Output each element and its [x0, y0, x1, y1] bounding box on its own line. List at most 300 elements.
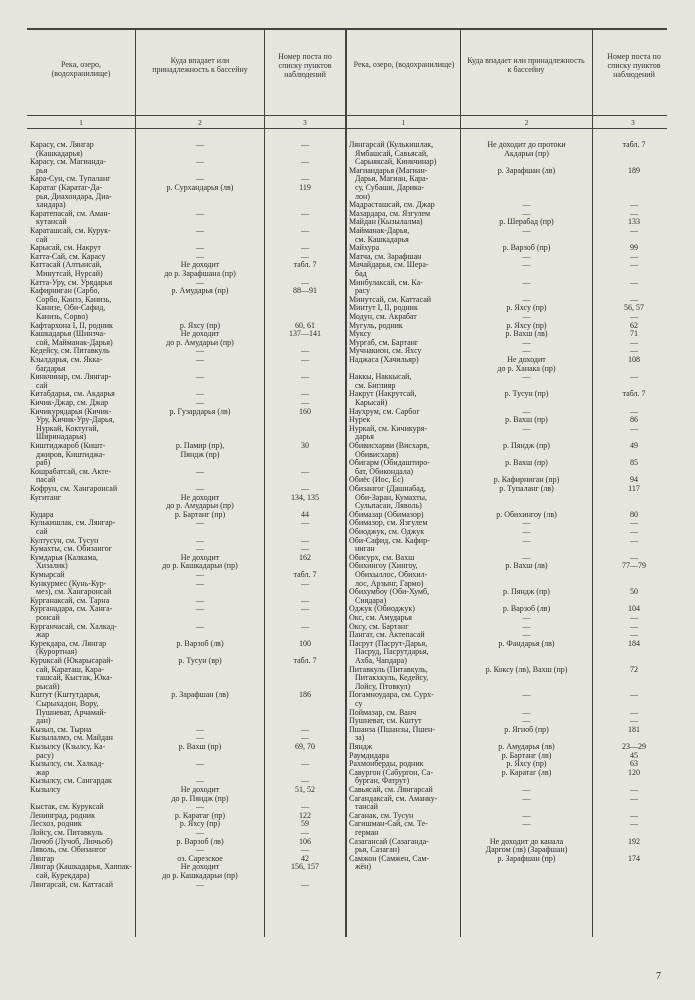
- post-number: [266, 184, 344, 193]
- basin-cell-line: —: [522, 251, 531, 261]
- river-name-line: Оби-Сафид, см. Кафир-: [349, 535, 430, 545]
- basin-cell-line: —: [522, 406, 531, 416]
- basin-cell-line: —: [522, 716, 531, 726]
- basin-cell: [462, 167, 591, 176]
- river-name: [349, 640, 459, 666]
- basin-cell-line: —: [522, 337, 531, 347]
- river-name: [349, 855, 459, 872]
- basin-cell: [462, 459, 591, 468]
- basin-cell: [462, 820, 591, 829]
- basin-cell: [462, 537, 591, 546]
- river-name-line: см. Биглияр: [355, 380, 396, 390]
- river-name: [30, 356, 134, 373]
- post-number-line: —: [301, 174, 309, 184]
- river-name-line: Саганак, см. Тусун: [349, 810, 414, 820]
- river-name-line: раб): [36, 458, 51, 468]
- basin-cell: [137, 605, 263, 614]
- post-number-line: 162: [299, 552, 311, 562]
- basin-cell-line: —: [196, 389, 204, 399]
- basin-cell-line: —: [196, 243, 204, 253]
- post-number-line: табл. 7: [622, 140, 646, 149]
- basin-cell-line: —: [196, 372, 204, 382]
- post-number-line: —: [301, 140, 309, 149]
- river-name-line: Пасрут (Пасрут-Дарья,: [349, 638, 428, 648]
- river-name-line: Лянгар (Кашкадарья, Хаппак-: [30, 862, 132, 872]
- river-name-line: кутансай: [36, 217, 67, 227]
- river-name-line: Мазардара, см. Язгулем: [349, 208, 431, 218]
- basin-cell: [462, 562, 591, 571]
- river-name: [30, 468, 134, 485]
- basin-cell-line: —: [196, 724, 204, 734]
- river-name-line: Култусун, см. Тусун: [30, 535, 99, 545]
- post-number: [594, 261, 674, 270]
- post-number-line: —: [630, 200, 638, 210]
- river-name-line: Кичикурядарья (Кичик-: [30, 406, 112, 416]
- post-number-line: —: [301, 346, 309, 356]
- post-number-line: 184: [628, 638, 640, 648]
- post-number: [266, 640, 344, 649]
- post-number-line: —: [301, 251, 309, 261]
- post-number-line: —: [630, 535, 638, 545]
- basin-cell: [137, 760, 263, 769]
- basin-cell: [137, 261, 263, 278]
- basin-cell-line: р. Яхсу (пр): [179, 320, 221, 330]
- column-header-post: Номер поста по списку пунктов наблюдений: [607, 52, 661, 79]
- column-number: 1: [401, 119, 406, 127]
- river-name-line: Савьясай, см. Лянгарсай: [349, 785, 433, 794]
- river-name: [349, 820, 459, 837]
- post-number-line: табл. 7: [293, 260, 317, 270]
- basin-cell-line: —: [522, 621, 531, 631]
- river-name-line: Сорбо, Канзэ, Канизь,: [36, 294, 112, 304]
- post-number: [594, 356, 674, 365]
- basin-cell-line: —: [522, 200, 531, 210]
- basin-cell: [462, 261, 591, 270]
- basin-cell-line: до р. Амударьи (пр): [166, 337, 234, 347]
- post-number-line: —: [301, 544, 309, 554]
- river-name: [30, 760, 134, 777]
- river-name-line: Кофрун, см. Хангаронсай: [30, 484, 118, 493]
- post-number-line: —: [301, 724, 309, 734]
- river-name-line: Каратепасай, см. Аман-: [30, 208, 111, 218]
- basin-cell-line: до р. Кашкадарьи (пр): [162, 561, 238, 571]
- river-name-line: Канизе, Оби-Сафид,: [36, 303, 106, 313]
- post-number: [594, 390, 674, 399]
- post-number-line: —: [301, 243, 309, 253]
- river-name: [30, 373, 134, 390]
- river-name-line: Кулькишлак, см. Лянгар-: [30, 518, 116, 528]
- post-number-line: —: [301, 389, 309, 399]
- post-number-line: —: [301, 466, 309, 476]
- post-number-line: 44: [301, 509, 309, 519]
- basin-cell-line: —: [196, 604, 204, 614]
- basin-cell: [137, 881, 263, 890]
- post-number-line: —: [630, 337, 638, 347]
- post-number-line: —: [301, 372, 309, 382]
- basin-cell-line: —: [522, 312, 531, 321]
- post-number-line: —: [301, 759, 309, 769]
- post-number: [266, 330, 344, 339]
- post-number-line: 85: [630, 458, 638, 468]
- basin-cell: [462, 279, 591, 288]
- post-number-line: 186: [299, 690, 311, 700]
- basin-cell: [137, 657, 263, 666]
- post-number-line: 77—79: [622, 561, 646, 571]
- river-name-line: Сагандаксай, см. Аманку-: [349, 793, 438, 803]
- river-name-line: Оби-Заран, Кумахты,: [355, 492, 428, 502]
- river-name-line: Наухрум, см. Сарбог: [349, 406, 420, 416]
- post-number-line: 133: [628, 217, 640, 227]
- basin-cell-line: Не доходит: [180, 329, 220, 339]
- basin-cell-line: —: [196, 733, 204, 743]
- post-number: [594, 666, 674, 675]
- basin-cell-line: р. Тупаланг (лв): [499, 484, 554, 493]
- basin-cell-line: —: [196, 595, 204, 605]
- river-name-line: Ленинград, родник: [30, 810, 95, 820]
- river-name-line: рья, Диахондара, Диа-: [36, 191, 112, 201]
- river-name-line: Лянгарсай, см. Каттасай: [30, 879, 114, 889]
- post-number: [266, 141, 344, 150]
- river-name-line: Оксу, см. Бартанг: [349, 621, 409, 631]
- river-name: [30, 287, 134, 321]
- river-name-line: бад: [355, 268, 367, 278]
- post-number: [266, 623, 344, 632]
- river-name-line: лос, Арзынг, Гармо): [355, 578, 424, 588]
- river-name: [349, 726, 459, 743]
- post-number-line: 106: [299, 836, 311, 846]
- river-name-line: Ляволь, см. Обизангог: [30, 845, 107, 855]
- river-name: [349, 691, 459, 708]
- post-number-line: 88—91: [293, 286, 317, 296]
- river-name-line: сай: [36, 234, 48, 244]
- river-name-line: Пасруд, Пасрутдарья,: [355, 647, 429, 657]
- post-number-line: 42: [301, 853, 309, 863]
- basin-cell-line: —: [522, 707, 531, 717]
- post-number-line: 160: [299, 406, 311, 416]
- river-name: [349, 373, 459, 390]
- river-name: [30, 623, 134, 640]
- basin-cell: [137, 356, 263, 365]
- river-name-line: жар: [36, 767, 50, 777]
- river-name-line: дан): [36, 716, 51, 726]
- post-number: [266, 408, 344, 417]
- basin-cell-line: р. Коксу (лв), Вахш (пр): [485, 664, 568, 674]
- post-number: [594, 279, 674, 288]
- basin-cell: [137, 580, 263, 589]
- post-number: [594, 537, 674, 546]
- basin-cell-line: р. Тусун (вр): [178, 656, 222, 665]
- river-name-line: сай: [36, 526, 48, 536]
- river-name-line: Обизангог (Дашнабад,: [349, 484, 426, 493]
- river-name-line: ташсай, Кыстак, Юка-: [36, 673, 113, 683]
- basin-cell-line: —: [196, 346, 204, 356]
- basin-cell: [137, 519, 263, 528]
- river-name-line: рья, Сазаган): [355, 845, 400, 855]
- post-number: [594, 227, 674, 236]
- basin-cell: [462, 855, 591, 864]
- river-name: [349, 227, 459, 244]
- post-number: [266, 287, 344, 296]
- basin-cell: [137, 227, 263, 236]
- river-name-line: Минбулаксай, см. Ка-: [349, 277, 423, 287]
- basin-cell-line: р. Вахш (лв): [505, 561, 548, 571]
- post-number-line: 189: [628, 165, 640, 175]
- post-number-line: —: [301, 157, 309, 167]
- river-name-line: Лесхоз, родник: [30, 819, 82, 829]
- basin-cell-line: —: [196, 518, 204, 528]
- post-number: [594, 640, 674, 649]
- post-number: [594, 459, 674, 468]
- river-name: [349, 261, 459, 278]
- river-name-line: Обимазор, см. Язгулем: [349, 518, 428, 528]
- basin-cell: [137, 158, 263, 167]
- river-name-line: Сырыхадон, Вору,: [36, 698, 99, 708]
- river-name-line: Карасу, см. Лянгар: [30, 140, 94, 149]
- basin-cell-line: Не доходит: [180, 552, 220, 562]
- post-number-line: —: [630, 208, 638, 218]
- post-number: [594, 425, 674, 434]
- basin-cell-line: —: [522, 819, 531, 829]
- post-number-line: 156, 157: [291, 862, 319, 872]
- river-name-line: Обивисхарв): [355, 449, 399, 459]
- basin-cell-line: —: [196, 251, 204, 261]
- river-name-line: Обихыллос, Обихил-: [355, 569, 428, 579]
- basin-cell-line: —: [522, 690, 531, 700]
- basin-cell-line: —: [522, 423, 531, 433]
- basin-cell: [137, 408, 263, 417]
- post-number-line: —: [630, 793, 638, 803]
- river-name-line: сай: [36, 380, 48, 390]
- basin-cell-line: —: [522, 226, 531, 235]
- river-name: [349, 442, 459, 459]
- river-name-line: Карысай): [355, 397, 388, 407]
- post-number-line: —: [630, 294, 638, 304]
- post-number-line: —: [630, 785, 638, 794]
- basin-cell-line: р. Сурхандарья (лв): [166, 183, 234, 192]
- basin-cell-line: Не доходит: [180, 260, 220, 270]
- river-name: [30, 881, 134, 890]
- basin-cell-line: до р. Зарафшана (пр): [164, 268, 236, 278]
- river-name-line: Окс, см. Амударья: [349, 613, 412, 622]
- post-number: [266, 227, 344, 236]
- column-header-river: Река, озеро, (водохранилище): [353, 60, 455, 69]
- basin-cell-line: Не доходит: [507, 355, 546, 364]
- post-number: [594, 141, 674, 150]
- river-name-line: ниган: [355, 544, 375, 554]
- basin-cell-line: Не доходит до протоки: [487, 140, 566, 149]
- river-name-line: расу): [36, 750, 54, 760]
- river-name-line: Караташсай, см. Курук-: [30, 226, 111, 235]
- river-name: [349, 537, 459, 554]
- basin-cell: [137, 373, 263, 382]
- post-number-line: 94: [630, 475, 638, 485]
- river-name-line: Наккы, Наккысай,: [349, 372, 412, 382]
- basin-cell: [137, 554, 263, 571]
- river-name-line: Карасу, см. Магианда-: [30, 157, 106, 167]
- post-number-line: —: [630, 277, 638, 287]
- river-name-line: Кафтархона I, II, родник: [30, 320, 113, 330]
- river-name: [30, 261, 134, 278]
- basin-cell-line: —: [196, 398, 204, 407]
- post-number: [266, 657, 344, 666]
- post-number-line: —: [630, 716, 638, 726]
- post-number-line: —: [301, 578, 309, 588]
- basin-cell-line: —: [196, 828, 204, 837]
- basin-cell: [462, 838, 591, 855]
- basin-cell-line: —: [522, 294, 531, 304]
- basin-cell: [137, 691, 263, 700]
- column-header-post: Номер поста по списку пунктов наблюдений: [278, 52, 332, 79]
- river-name-line: Кедейсу, см. Питавкуль: [30, 346, 110, 356]
- river-name-line: Лянгар: [30, 853, 55, 863]
- river-name-line: Минутсай, см. Каттасай: [349, 294, 432, 304]
- post-number: [266, 442, 344, 451]
- post-number: [594, 820, 674, 829]
- basin-cell: [462, 769, 591, 778]
- basin-cell-line: —: [196, 570, 204, 579]
- river-name-line: Курuксай (Юкарысарай-: [30, 656, 114, 665]
- river-name-line: Сульпасан, Ляволь): [355, 501, 422, 511]
- river-name-line: Кункурмес (Кунь-Кур-: [30, 578, 107, 588]
- river-name-line: Сиядара): [355, 595, 387, 605]
- basin-cell-line: —: [196, 140, 204, 149]
- river-name-line: герман: [355, 827, 379, 837]
- basin-cell-line: —: [196, 226, 204, 235]
- post-number-line: —: [301, 277, 309, 287]
- basin-cell-line: —: [196, 845, 204, 855]
- basin-cell: [462, 666, 591, 675]
- river-name-line: Кумдарья (Калкама,: [30, 552, 99, 562]
- post-number: [594, 691, 674, 700]
- post-number-line: —: [301, 595, 309, 605]
- river-name: [349, 666, 459, 692]
- river-name-line: Ширинадарья): [36, 432, 87, 442]
- basin-cell: [137, 468, 263, 477]
- basin-cell-line: Не доходит до канала: [489, 836, 564, 846]
- river-name-line: см. Кашкадарья: [355, 234, 409, 244]
- basin-cell-line: —: [196, 466, 204, 476]
- basin-cell: [462, 227, 591, 236]
- river-name-line: расу: [355, 286, 370, 296]
- river-name-line: жар: [36, 630, 50, 640]
- basin-cell-line: —: [196, 174, 204, 184]
- post-number-line: —: [301, 776, 309, 786]
- river-name-line: Мадрасташсай, см. Джар: [349, 200, 435, 210]
- river-name-line: бурган, Фатрут): [355, 776, 410, 786]
- basin-cell-line: —: [196, 355, 204, 364]
- post-number-line: табл. 7: [622, 389, 646, 399]
- post-number-line: —: [301, 535, 309, 545]
- river-name-line: Муксу: [349, 329, 372, 339]
- post-number: [266, 760, 344, 769]
- basin-cell-line: р. Зарафшан (лв): [171, 690, 229, 700]
- river-name-line: Пангат, см. Актепасай: [349, 630, 425, 640]
- basin-cell-line: до р. Амударьи (пр): [166, 501, 234, 511]
- river-name-line: Кызылсу: [30, 785, 61, 794]
- river-name: [30, 786, 134, 795]
- basin-cell: [137, 184, 263, 193]
- basin-cell: [462, 373, 591, 382]
- river-name-line: Канизь, Сорво): [36, 311, 88, 321]
- river-name-line: дарья: [355, 432, 374, 442]
- river-name-line: Курекдара, см. Лянгар: [30, 638, 107, 648]
- river-name: [30, 691, 134, 725]
- river-name-line: за): [355, 733, 365, 743]
- post-number-line: 50: [630, 587, 638, 597]
- river-name-line: Питавкуль (Питавкуль,: [349, 664, 428, 674]
- basin-cell-line: до р. Кашкадарьи (пр): [162, 870, 238, 880]
- basin-cell: [137, 141, 263, 150]
- basin-cell-line: —: [522, 527, 531, 536]
- basin-cell-line: —: [196, 759, 204, 769]
- river-name-line: Обимазар (Обимазор): [349, 509, 424, 519]
- post-number-line: —: [301, 845, 309, 855]
- post-number-line: —: [630, 260, 638, 270]
- post-number-line: —: [630, 372, 638, 382]
- basin-cell-line: —: [522, 810, 531, 820]
- river-name-line: Кара-Сун, см. Тупаланг: [30, 174, 111, 184]
- post-number: [594, 855, 674, 864]
- post-number-line: 62: [630, 320, 638, 330]
- river-name-line: Ямбашсай, Савьясай,: [355, 148, 429, 158]
- river-name: [30, 494, 134, 503]
- basin-cell-line: —: [196, 578, 204, 588]
- post-number-line: —: [630, 819, 638, 829]
- river-name-line: Курганадара, см. Ханга-: [30, 604, 113, 614]
- river-name: [30, 657, 134, 691]
- river-name: [30, 184, 134, 210]
- basin-cell-line: —: [522, 535, 531, 545]
- river-name: [30, 141, 134, 158]
- river-name-line: Хизалик): [36, 561, 68, 571]
- post-number-line: —: [630, 630, 638, 640]
- river-name-line: Киштиджароб (Кишт-: [30, 441, 106, 450]
- basin-cell-line: р. Яхсу (пр): [506, 320, 547, 330]
- column-number: 3: [303, 119, 307, 127]
- river-name: [30, 210, 134, 227]
- river-name-line: Каттасай (Алтынсай,: [30, 260, 102, 270]
- basin-cell-line: —: [196, 157, 204, 167]
- river-name-line: Мучнакион, см. Яхсу: [349, 346, 422, 356]
- post-number-line: —: [630, 312, 638, 321]
- river-name-line: Кыстак, см. Куруксай: [30, 802, 104, 812]
- river-name: [30, 554, 134, 571]
- post-number-line: —: [301, 621, 309, 631]
- basin-cell: [137, 287, 263, 296]
- post-number: [266, 691, 344, 700]
- river-name-line: Кугитанг: [30, 492, 62, 502]
- basin-cell: [462, 485, 591, 494]
- river-name-line: Обиёс (Иос, Ес): [349, 475, 404, 485]
- column-number: 1: [79, 119, 83, 127]
- river-name-line: Магиандарья (Магиан-: [349, 165, 428, 175]
- post-number: [594, 838, 674, 847]
- basin-cell-line: р. Пяндж (пр): [503, 441, 550, 450]
- basin-cell-line: р. Бартанг (пр): [174, 509, 226, 519]
- basin-cell-line: —: [522, 793, 531, 803]
- basin-cell-line: р. Зарафшан (пр): [497, 853, 556, 863]
- river-name-line: Обисурх, см. Вахш: [349, 552, 415, 562]
- river-name-line: Карысай, см. Накрут: [30, 243, 101, 253]
- basin-cell-line: р. Вахш (лв): [505, 329, 548, 339]
- basin-cell: [462, 356, 591, 373]
- post-number-line: 71: [630, 329, 638, 339]
- river-name-line: Кинкчинар, см. Лянгар-: [30, 372, 112, 382]
- basin-cell: [462, 588, 591, 597]
- column-number: 2: [198, 119, 202, 127]
- basin-cell-line: —: [522, 208, 531, 218]
- basin-cell: [137, 743, 263, 752]
